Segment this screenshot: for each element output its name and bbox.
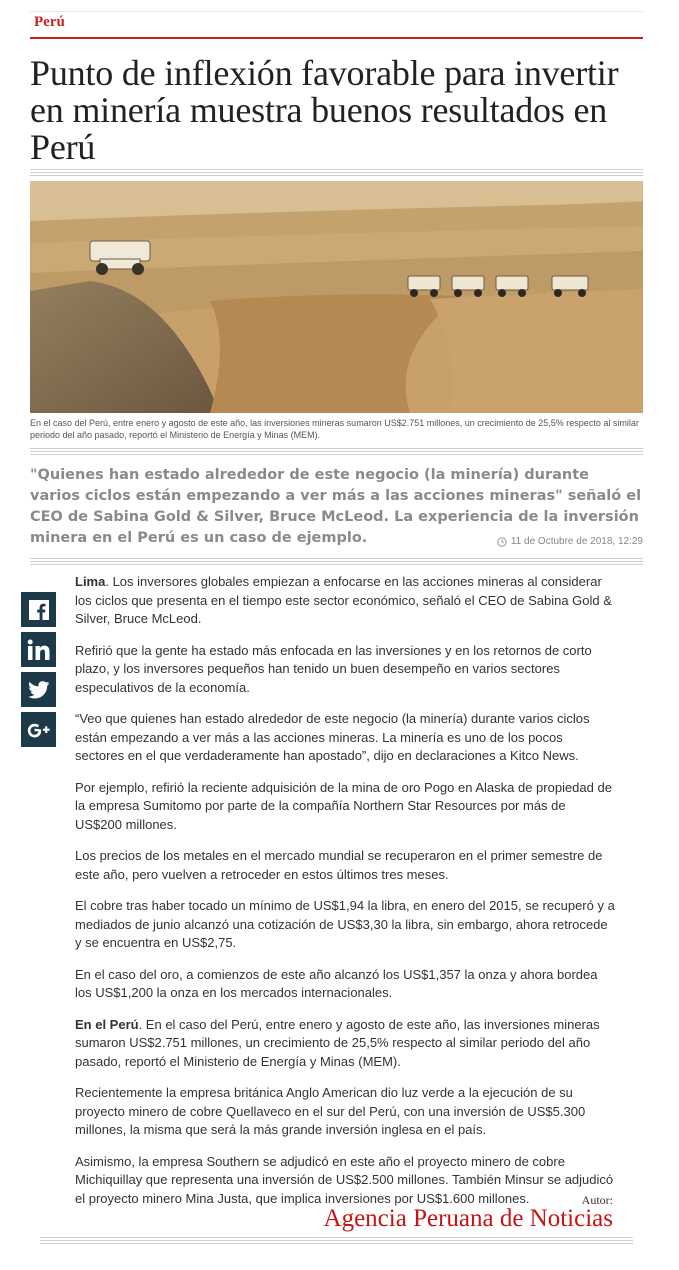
- paragraph: En el caso del oro, a comienzos de este año alcanzó los US$1,357 la onza y ahora bordea los US$1,200 la onza en los mercados internacionales.: [75, 966, 598, 1000]
- share-twitter-button[interactable]: [21, 672, 56, 707]
- paragraph: Asimismo, la empresa Southern se adjudicó en este año el proyecto minero de cobre Michiquillay que representa una inversión de US$2.500 millones. También Minsur se adjudicó el proyecto minero Mina Justa, que implica inversiones por US$1.600 millones.: [75, 1153, 614, 1206]
- author-name[interactable]: Agencia Peruana de Noticias: [323, 1205, 613, 1232]
- paragraph-dateline: Lima: [75, 574, 106, 589]
- mine-photo: [30, 181, 643, 413]
- paragraph: “Veo que quienes han estado alrededor de este negocio (la minería) durante varios ciclos están empezando a ver más a las acciones mineras. La minería es uno de los pocos sectores en el que verdaderamente han apostado”, dijo en declaraciones a Kitco News.: [75, 711, 590, 763]
- article-body: [75, 573, 615, 1221]
- publish-date-text: 11 de Octubre de 2018, 12:29: [510, 536, 643, 547]
- clock-icon: [497, 537, 507, 547]
- top-border: [30, 11, 643, 12]
- dotted-divider: [30, 168, 643, 176]
- article-lead: "Quienes han estado alrededor de este negocio (la minería) durante varios ciclos están empezando a ver más a las acciones mineras" señaló el CEO de Sabina Gold & Silver, Bruce McLeod. La experiencia de la inversión minera en el Perú es un caso de ejemplo.: [30, 467, 642, 546]
- google-plus-icon: [27, 722, 51, 738]
- paragraph: Refirió que la gente ha estado más enfocada en las inversiones y en los retornos de corto plazo, y los inversores pequeños han tenido un buen desempeño en varios sectores especulativos de la economía.: [75, 642, 592, 695]
- paragraph: [75, 573, 615, 629]
- share-gplus-button[interactable]: [21, 712, 56, 747]
- publish-date: [497, 536, 643, 547]
- share-linkedin-button[interactable]: [21, 632, 56, 667]
- paragraph: El cobre tras haber tocado un mínimo de US$1,94 la libra, en enero del 2015, se recuperó y a mediados de junio alcanzó una cotización de US$3,30 la libra, sin embargo, ahora retrocede y se encuentra en US$2,75.: [75, 898, 615, 950]
- image-caption: En el caso del Perú, entre enero y agosto de este año, las inversiones mineras sumaron US$2.751 millones, un crecimiento de 25,5% respecto al similar periodo del año pasado, reportó el Ministerio de Energía y Minas (MEM).: [30, 418, 639, 440]
- facebook-icon: [28, 599, 50, 621]
- dotted-divider: [30, 447, 643, 455]
- linkedin-icon: [27, 639, 51, 661]
- paragraph: Recientemente la empresa británica Anglo American dio luz verde a la ejecución de su proyecto minero de cobre Quellaveco en el sur del Perú, con una inversión de US$5.300 millones, la misma que será la más grande inversión inglesa en el país.: [75, 1085, 586, 1137]
- author-label: Autor:: [581, 1193, 613, 1207]
- hero-image: [30, 181, 643, 413]
- paragraph-text: . Los inversores globales empiezan a enfocarse en las acciones mineras al considerar los ciclos que presenta en el tiempo este sector económico, señaló el CEO de Sabina Gold & Silver, Bruce McLeod.: [75, 574, 612, 626]
- paragraph: Por ejemplo, refirió la reciente adquisición de la mina de oro Pogo en Alaska de propiedad de la empresa Sumitomo por parte de la compañía Northern Star Resources por más de US$200 millones.: [75, 779, 612, 832]
- dotted-divider: [30, 557, 643, 565]
- paragraph: [75, 1016, 615, 1072]
- dotted-divider: [40, 1236, 633, 1244]
- paragraph-subhead: En el Perú: [75, 1016, 139, 1032]
- paragraph-text: . En el caso del Perú, entre enero y agosto de este año, las inversiones mineras sumaron US$2.751 millones, un crecimiento de 25,5% respecto al similar periodo del año pasado, reportó el Ministerio de Energía y Minas (MEM).: [75, 1016, 600, 1069]
- share-facebook-button[interactable]: [21, 592, 56, 627]
- paragraph: Los precios de los metales en el mercado mundial se recuperaron en el primer semestre de este año, pero vuelven a retroceder en estos últimos tres meses.: [75, 848, 603, 882]
- section-divider: [30, 37, 643, 39]
- article-title: Punto de inflexión favorable para invertir en minería muestra buenos resultados en Perú: [30, 53, 619, 167]
- twitter-icon: [28, 681, 50, 699]
- section-label[interactable]: Perú: [34, 14, 65, 30]
